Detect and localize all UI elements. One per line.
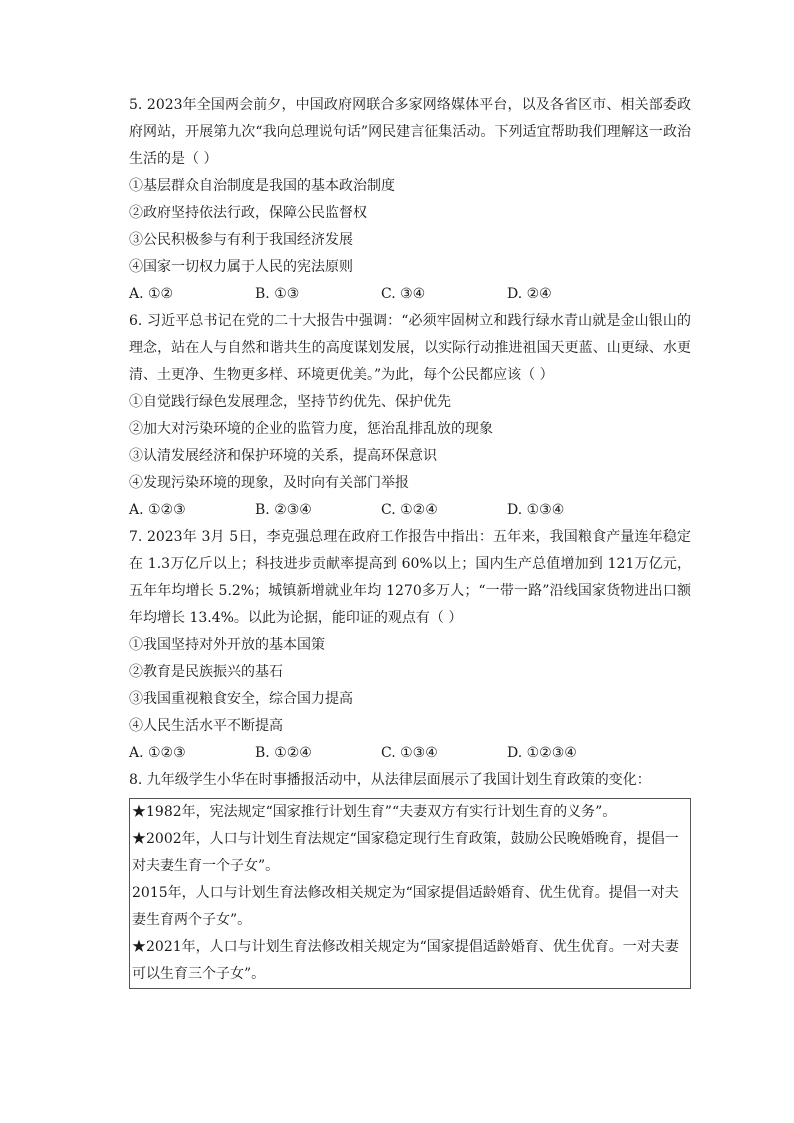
question-7-item-1: ①我国坚持对外开放的基本国策	[129, 637, 325, 653]
question-8	[129, 767, 691, 989]
option-d[interactable]: D. ②④	[507, 286, 552, 302]
question-5-item-4: ④国家一切权力属于人民的宪法原则	[129, 259, 353, 275]
option-d[interactable]: D. ①③④	[507, 502, 565, 518]
option-c[interactable]: C. ①③④	[381, 745, 438, 761]
timeline-entry-2015: 2015年，人口与计划生育法修改相关规定为“国家提倡适龄婚育、优生优育。提倡一对夫妻生育两个子女”。	[132, 885, 679, 928]
option-c[interactable]: C. ③④	[381, 286, 426, 302]
option-b[interactable]: B. ②③④	[255, 502, 312, 518]
option-a[interactable]: A. ①②③	[129, 745, 186, 761]
question-7-options	[129, 740, 691, 767]
question-page	[129, 92, 691, 989]
option-c[interactable]: C. ①②④	[381, 502, 438, 518]
timeline-entry-2002: ★2002年，人口与计划生育法规定“国家稳定现行生育政策，鼓励公民晚婚晚育，提倡一对夫妻生育一个子女”。	[132, 831, 679, 874]
question-6-item-3: ③认清发展经济和保护环境的关系，提高环保意识	[129, 448, 437, 464]
question-5-options	[129, 281, 691, 308]
question-5-stem: 5. 2023年全国两会前夕，中国政府网联合多家网络媒体平台，以及各省区市、相关部委政府网站，开展第九次“我向总理说句话”网民建言征集活动。下列适宜帮助我们理解这一政治生活的是（ ）	[129, 97, 691, 167]
question-7-item-2: ②教育是民族振兴的基石	[129, 664, 283, 680]
policy-timeline-box	[129, 798, 691, 989]
question-7-item-4: ④人民生活水平不断提高	[129, 718, 283, 734]
question-6-item-4: ④发现污染环境的现象，及时向有关部门举报	[129, 475, 409, 491]
timeline-entry-1982: ★1982年，宪法规定“国家推行计划生育”“夫妻双方有实行计划生育的义务”。	[132, 804, 617, 820]
question-7-stem: 7. 2023年 3月 5日，李克强总理在政府工作报告中指出：五年来，我国粮食产量连年稳定在 1.3万亿斤以上；科技进步贡献率提高到 60%以上；国内生产总值增加到 121万亿元，五年年均增长 5.2%；城镇新增就业年均 1270多万人；“一带一路”沿线国家货物进出口额年均增长 13.4%。以此为论据，能印证的观点有（ ）	[129, 529, 691, 626]
question-6-stem: 6. 习近平总书记在党的二十大报告中强调：“必须牢固树立和践行绿水青山就是金山银山的理念，站在人与自然和谐共生的高度谋划发展，以实际行动推进祖国天更蓝、山更绿、水更清、土更净、生物更多样、环境更优美。”为此，每个公民都应该（ ）	[129, 313, 691, 383]
question-5-item-1: ①基层群众自治制度是我国的基本政治制度	[129, 178, 395, 194]
option-a[interactable]: A. ①②	[129, 286, 174, 302]
question-6-item-1: ①自觉践行绿色发展理念，坚持节约优先、保护优先	[129, 394, 451, 410]
timeline-entry-2021: ★2021年，人口与计划生育法修改相关规定为“国家提倡适龄婚育、优生优育。一对夫妻可以生育三个子女”。	[132, 939, 679, 982]
question-6-item-2: ②加大对污染环境的企业的监管力度，惩治乱排乱放的现象	[129, 421, 493, 437]
question-7	[129, 524, 691, 767]
question-5-item-3: ③公民积极参与有利于我国经济发展	[129, 232, 353, 248]
question-6-options	[129, 497, 691, 524]
option-b[interactable]: B. ①③	[255, 286, 300, 302]
question-8-stem: 8. 九年级学生小华在时事播报活动中，从法律层面展示了我国计划生育政策的变化：	[129, 772, 651, 788]
question-5-item-2: ②政府坚持依法行政，保障公民监督权	[129, 205, 367, 221]
question-6	[129, 308, 691, 524]
question-5	[129, 92, 691, 308]
question-7-item-3: ③我国重视粮食安全，综合国力提高	[129, 691, 353, 707]
option-d[interactable]: D. ①②③④	[507, 745, 577, 761]
option-b[interactable]: B. ①②④	[255, 745, 312, 761]
option-a[interactable]: A. ①②③	[129, 502, 186, 518]
